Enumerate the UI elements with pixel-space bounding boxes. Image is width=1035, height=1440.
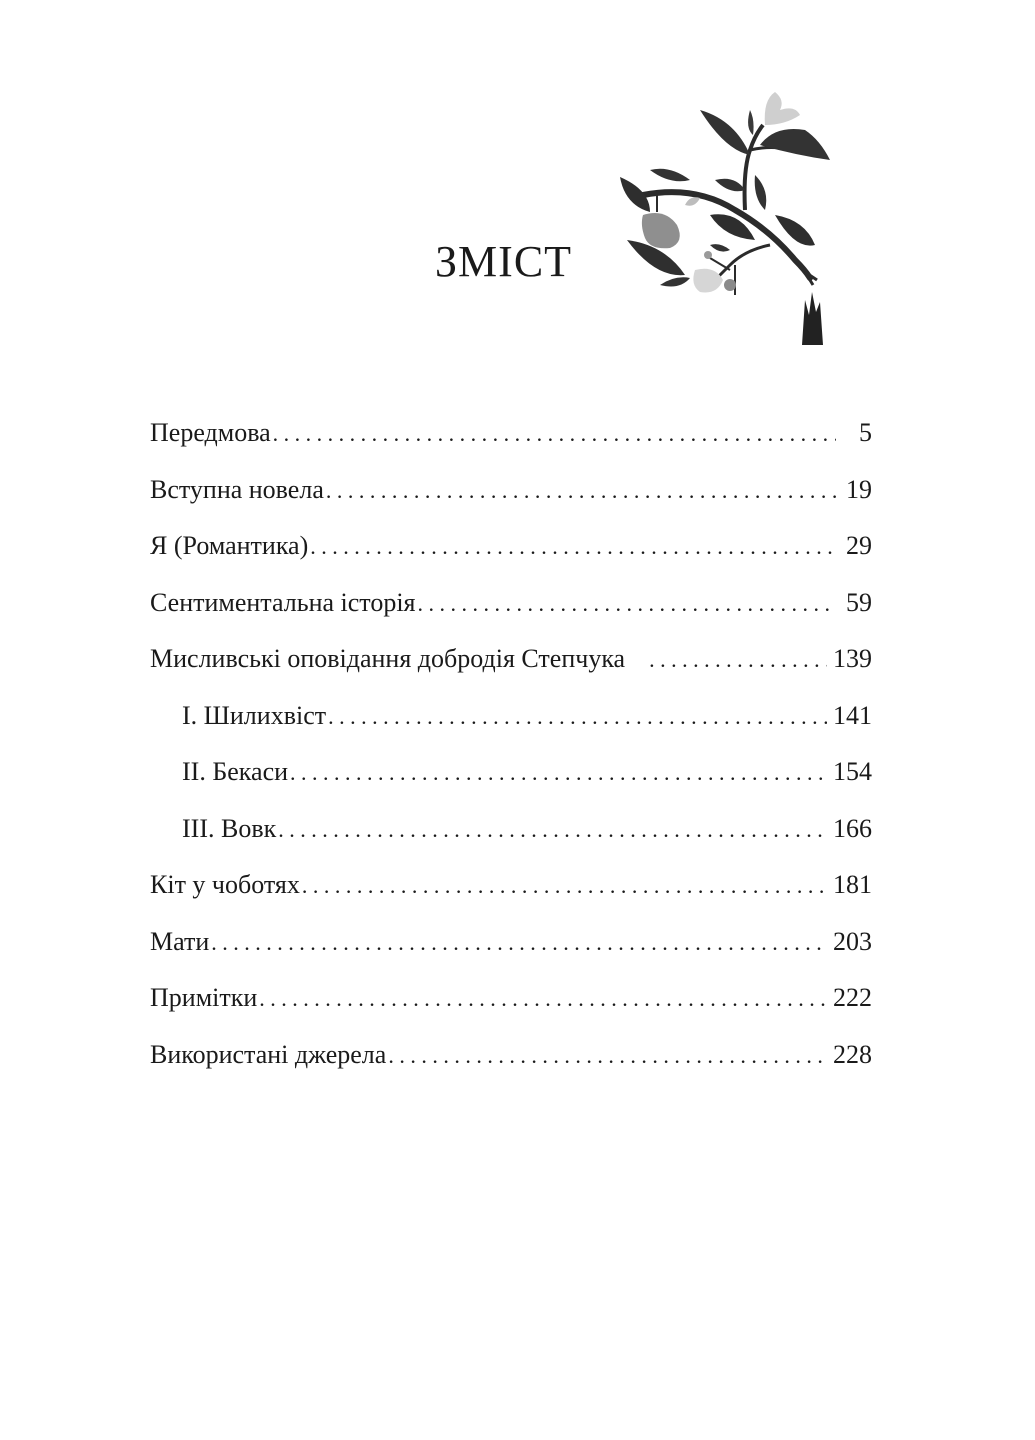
toc-leader-dots — [310, 534, 836, 560]
table-of-contents — [150, 418, 872, 1096]
toc-entry-page: 166 — [833, 813, 872, 843]
toc-leader-dots — [302, 873, 827, 899]
toc-leader-dots — [211, 930, 827, 956]
toc-entry-mother[interactable] — [150, 927, 872, 984]
toc-entry-label: Мисливські оповідання добродія Степчука — [150, 644, 626, 673]
toc-entry-romantika[interactable] — [150, 531, 872, 588]
toc-subentry-vovk[interactable] — [150, 814, 872, 871]
toc-entry-sources[interactable] — [150, 1040, 872, 1097]
toc-leader-dots — [418, 591, 837, 617]
toc-entry-preface[interactable] — [150, 418, 872, 475]
toc-leader-dots — [278, 817, 827, 843]
toc-entry-label: Сентиментальна історія — [150, 587, 416, 617]
toc-leader-dots — [649, 647, 827, 673]
page-title: ЗМІСТ — [435, 237, 573, 286]
toc-entry-notes[interactable] — [150, 983, 872, 1040]
toc-entry-label: Передмова — [150, 418, 271, 447]
toc-entry-puss-in-boots[interactable] — [150, 870, 872, 927]
toc-entry-page: 29 — [846, 531, 872, 560]
toc-entry-label: ІІ. Бекаси — [182, 757, 289, 786]
toc-subentry-shylykhvist[interactable] — [150, 701, 872, 758]
toc-entry-sentimental-story[interactable] — [150, 588, 872, 645]
toc-entry-label: Вступна новела — [150, 474, 324, 504]
toc-entry-label: І. Шилихвіст — [182, 700, 327, 730]
toc-leader-dots — [326, 478, 836, 504]
toc-entry-page: 181 — [833, 870, 872, 899]
toc-entry-label: ІІІ. Вовк — [182, 813, 277, 843]
toc-entry-label: Кіт у чоботях — [150, 870, 300, 899]
flowering-branch-icon — [605, 80, 835, 345]
toc-entry-page: 139 — [833, 644, 872, 673]
toc-entry-page: 154 — [833, 757, 872, 786]
toc-subentry-bekasy[interactable] — [150, 757, 872, 814]
toc-entry-label: Я (Романтика) — [150, 531, 309, 560]
toc-entry-label: Використані джерела — [150, 1039, 387, 1069]
toc-leader-dots — [259, 986, 827, 1012]
toc-entry-page: 141 — [833, 700, 872, 730]
toc-entry-page: 228 — [833, 1039, 872, 1069]
toc-leader-dots — [388, 1043, 827, 1069]
toc-entry-page: 19 — [846, 474, 872, 504]
toc-entry-page: 5 — [859, 418, 872, 447]
toc-entry-hunting-stories[interactable] — [150, 644, 872, 701]
toc-entry-label: Мати — [150, 926, 210, 956]
toc-entry-intro-novella[interactable] — [150, 475, 872, 532]
toc-leader-dots — [273, 421, 836, 447]
toc-leader-dots — [290, 760, 827, 786]
toc-entry-page: 203 — [833, 926, 872, 956]
toc-leader-dots — [328, 704, 827, 730]
toc-entry-label: Примітки — [150, 983, 258, 1012]
toc-entry-page: 222 — [833, 983, 872, 1012]
toc-entry-page: 59 — [846, 587, 872, 617]
